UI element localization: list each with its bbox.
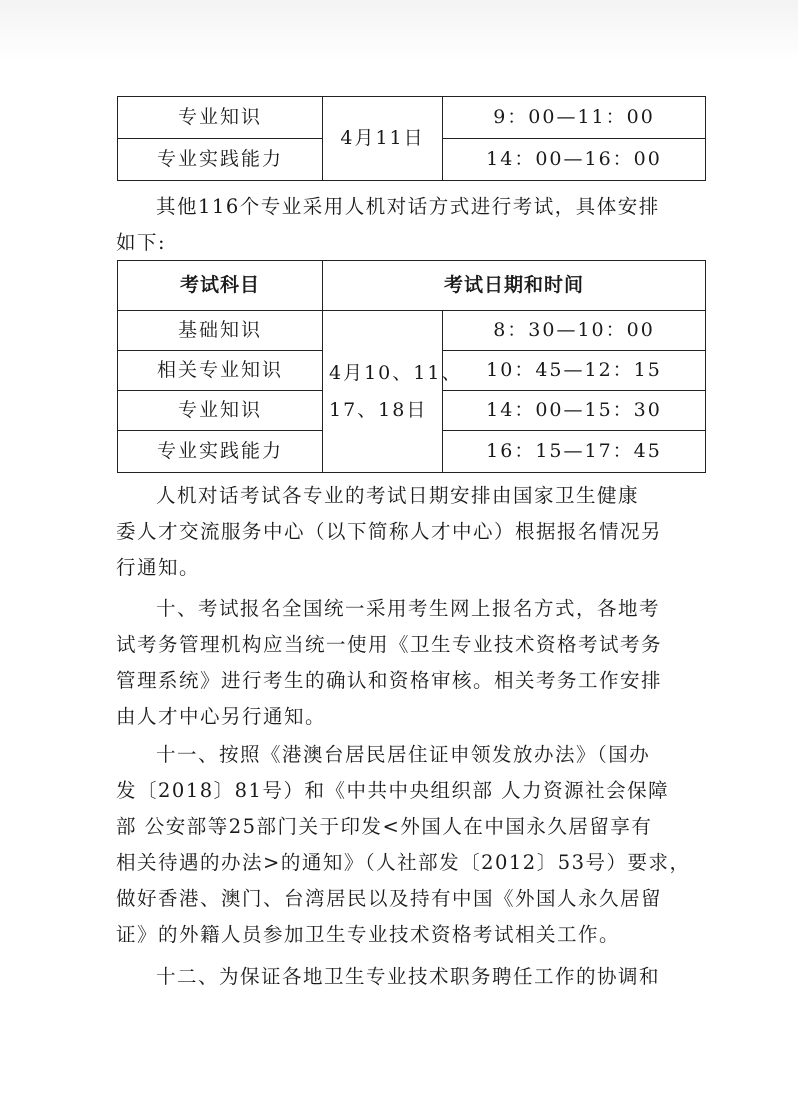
time-cell: 16：15—17：45 [443,431,706,473]
header-datetime: 考试日期和时间 [323,261,706,311]
date-line-1: 4月10、11、 [329,362,463,385]
text-line: 十二、为保证各地卫生专业技术职务聘任工作的协调和 [156,965,661,988]
text-line: 发〔2018〕81号）和《中共中央组织部 人力资源社会保障 [116,779,670,802]
subject-cell: 专业知识 [118,391,323,431]
text-line: 委人才交流服务中心（以下简称人才中心）根据报名情况另 [116,520,663,543]
header-subject: 考试科目 [118,261,323,311]
text-line: 部 公安部等25部门关于印发<外国人在中国永久居留享有 [116,815,653,838]
text-line: 行通知。 [116,556,201,579]
paragraph-3 [116,737,691,953]
paragraph-2 [116,591,676,735]
text-line: 由人才中心另行通知。 [116,705,327,728]
subject-cell: 专业实践能力 [118,431,323,473]
exam-schedule-table-computer [117,260,706,473]
text-line: 做好香港、澳门、台湾居民以及持有中国《外国人永久居留 [116,887,663,910]
exam-schedule-table-paper [117,96,706,181]
subject-cell: 相关专业知识 [118,351,323,391]
text-line: 人机对话考试各专业的考试日期安排由国家卫生健康 [156,484,640,507]
subject-cell: 专业知识 [118,97,323,139]
time-cell: 14：00—16：00 [443,139,706,181]
text-line: 试考务管理机构应当统一使用《卫生专业技术资格考试考务 [116,633,663,656]
table-row [118,311,706,351]
time-cell: 8：30—10：00 [443,311,706,351]
paragraph-1 [116,478,676,586]
table-header-row [118,261,706,311]
paragraph-4 [116,959,676,995]
text-line: 相关待遇的办法>的通知》（人社部发〔2012〕53号）要求， [116,851,691,874]
scan-shadow [0,0,798,60]
intro-line-2: 如下: [116,231,167,254]
text-line: 十一、按照《港澳台居民居住证申领发放办法》（国办 [156,743,651,766]
intro-line-1: 其他116个专业采用人机对话方式进行考试，具体安排 [156,195,660,218]
subject-cell: 专业实践能力 [118,139,323,181]
intro-text [116,189,676,261]
table-row [118,97,706,139]
date-cell: 4月11日 [323,97,443,181]
date-line-2: 17、18日 [329,398,428,421]
time-cell: 14：00—15：30 [443,391,706,431]
text-line: 十、考试报名全国统一采用考生网上报名方式，各地考 [156,597,661,620]
time-cell: 9：00—11：00 [443,97,706,139]
text-line: 管理系统》进行考生的确认和资格审核。相关考务工作安排 [116,669,663,692]
subject-cell: 基础知识 [118,311,323,351]
text-line: 证》的外籍人员参加卫生专业技术资格考试相关工作。 [116,923,621,946]
date-cell [323,311,463,473]
time-cell: 10：45—12：15 [443,351,706,391]
